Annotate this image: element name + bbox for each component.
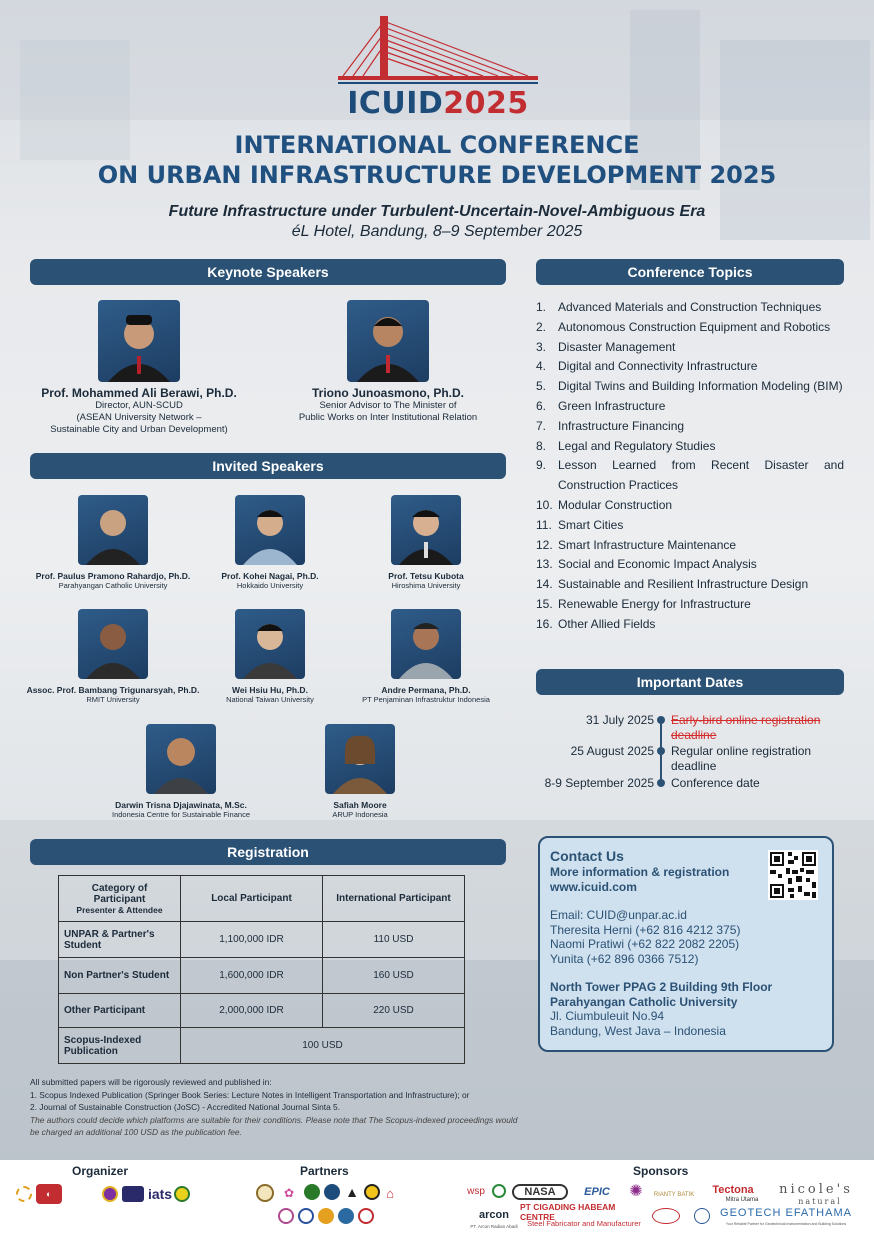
- logo-text-icuid: ICUID: [347, 86, 444, 121]
- topic-number: 2.: [536, 319, 547, 334]
- partner-logo-icon: ▲: [345, 1184, 359, 1200]
- invited-speaker: [286, 724, 434, 820]
- conference-venue: éL Hotel, Bandung, 8–9 September 2025: [291, 223, 583, 240]
- topic-number: 12.: [536, 537, 553, 552]
- title-line-1: INTERNATIONAL CONFERENCE: [234, 131, 640, 159]
- date-event: Regular online registration deadline: [671, 744, 812, 773]
- footer-logos: [0, 1160, 874, 1240]
- iats-logo-text: iats: [147, 1186, 173, 1202]
- table-cell: 1,600,000 IDR: [181, 958, 323, 994]
- contact-box: [538, 836, 834, 1052]
- topic-text: Autonomous Construction Equipment and Robotics: [558, 319, 831, 334]
- topic-text: Digital Twins and Building Information Modeling (BIM): [558, 379, 843, 394]
- sponsor-logo-icon: [694, 1208, 710, 1224]
- speaker-affiliation: PT Penjaminan Infrastruktur Indonesia: [362, 695, 490, 704]
- tagline: [0, 202, 874, 242]
- table-cell: 1,100,000 IDR: [181, 922, 323, 958]
- sponsor-arcon-sub: PT. Arcon Radian Abadi: [470, 1223, 518, 1229]
- speaker-affiliation: National Taiwan University: [226, 695, 314, 704]
- partner-logo-icon: [256, 1184, 274, 1202]
- sponsor-nicoles-logo: nicole's: [779, 1181, 853, 1197]
- topic-text: Smart Infrastructure Maintenance: [558, 537, 737, 552]
- note-line: All submitted papers will be rigorously reviewed and published in:: [30, 1077, 272, 1087]
- invited-speaker: [346, 495, 506, 591]
- speaker-photo: [325, 724, 395, 794]
- header-category-sub: Presenter & Attendee: [76, 904, 163, 915]
- table-cell-category: Scopus-Indexed Publication: [59, 1028, 181, 1064]
- timeline-dot: [657, 747, 665, 755]
- topic-text: Other Allied Fields: [558, 616, 656, 631]
- topic-item: [536, 496, 844, 516]
- topic-item: [536, 318, 844, 338]
- dates-heading: Important Dates: [536, 669, 844, 695]
- speaker-photo: [235, 495, 305, 565]
- organizer-logo-icon: [16, 1186, 32, 1202]
- person-icon: [235, 495, 305, 565]
- invited-speaker: [190, 495, 350, 591]
- partner-logo-icon: [338, 1208, 354, 1224]
- contact-phone: Yunita (+62 896 0366 7512): [550, 951, 699, 966]
- contact-address: Jl. Ciumbuleuit No.94: [550, 1009, 665, 1023]
- note-line: 2. Journal of Sustainable Construction (JoSC) - Accredited National Journal Sinta 5.: [30, 1102, 341, 1113]
- keynote-heading: Keynote Speakers: [30, 259, 506, 285]
- topic-number: 6.: [536, 398, 547, 413]
- topic-item: [536, 437, 844, 457]
- contact-email[interactable]: Email: CUID@unpar.ac.id: [550, 908, 687, 922]
- table-cell: 2,000,000 IDR: [181, 994, 323, 1028]
- note-line: 1. Scopus Indexed Publication (Springer Book Series: Lecture Notes in Intelligent Transportation and Infrastructure); or: [30, 1089, 470, 1100]
- speaker-affiliation: Sustainable City and Urban Development): [50, 424, 228, 435]
- person-icon: [347, 300, 429, 382]
- organizer-seal-icon: [174, 1186, 190, 1202]
- contact-heading: Contact Us: [550, 848, 624, 864]
- date-label: 25 August 2025: [570, 744, 654, 758]
- partner-logo-icon: ⌂: [386, 1185, 394, 1201]
- date-label: 8-9 September 2025: [544, 776, 654, 790]
- topic-item: [536, 357, 844, 377]
- topic-item: [536, 555, 844, 575]
- speaker-photo: [78, 495, 148, 565]
- unpar-logo-icon: [102, 1186, 118, 1202]
- registration-heading: Registration: [30, 839, 506, 865]
- invited-speaker: [190, 609, 350, 705]
- table-cell: 110 USD: [323, 922, 465, 958]
- partner-logo-icon: [304, 1184, 320, 1200]
- topic-item: [536, 516, 844, 536]
- date-event: Conference date: [671, 776, 760, 790]
- topic-number: 13.: [536, 557, 553, 572]
- speaker-affiliation: Hokkaido University: [236, 581, 304, 590]
- topic-text: Smart Cities: [558, 517, 624, 532]
- table-cell: 100 USD: [181, 1028, 465, 1064]
- topic-text: Green Infrastructure: [558, 398, 666, 413]
- conference-logo: [338, 14, 538, 120]
- topic-item: [536, 615, 844, 635]
- bridge-logo-icon: [338, 14, 538, 90]
- person-icon: [325, 724, 395, 794]
- title-line-2: ON URBAN INFRASTRUCTURE DEVELOPMENT 2025: [97, 161, 777, 189]
- partner-logo-icon: [298, 1208, 314, 1224]
- table-cell-category: UNPAR & Partner's Student: [59, 922, 181, 958]
- speaker-name: Wei Hsiu Hu, Ph.D.: [232, 685, 308, 695]
- cuid-logo-icon: ◐: [36, 1184, 62, 1204]
- speaker-name: Prof. Mohammed Ali Berawi, Ph.D.: [41, 386, 237, 400]
- header-category: Category of Participant: [91, 882, 148, 905]
- partner-logo-icon: ✿: [283, 1186, 295, 1200]
- topic-number: 8.: [536, 438, 547, 453]
- sponsor-logo-icon: ✺: [629, 1183, 643, 1200]
- speaker-photo: [235, 609, 305, 679]
- topic-item: [536, 456, 844, 496]
- iats-symbol-icon: [122, 1186, 144, 1202]
- partners-label: Partners: [300, 1164, 349, 1178]
- invited-speaker: [96, 724, 266, 820]
- topic-item: [536, 595, 844, 615]
- speaker-photo: [146, 724, 216, 794]
- topic-text: Digital and Connectivity Infrastructure: [558, 359, 758, 374]
- conference-title: [0, 130, 874, 190]
- partner-logo-icon: [358, 1208, 374, 1224]
- qr-code-icon[interactable]: [768, 850, 818, 900]
- topic-text: Lesson Learned from Recent Disaster and Construction Practices: [558, 458, 844, 493]
- speaker-affiliation: (ASEAN University Network –: [76, 412, 202, 423]
- partner-logo-icon: [324, 1184, 340, 1200]
- speaker-name: Prof. Tetsu Kubota: [388, 571, 464, 581]
- topic-item: [536, 575, 844, 595]
- speaker-photo: [78, 609, 148, 679]
- sponsor-nasa-logo: NASA: [512, 1184, 568, 1200]
- contact-address: Parahyangan Catholic University: [550, 994, 738, 1009]
- topic-number: 11.: [536, 517, 552, 532]
- table-cell: 160 USD: [323, 958, 465, 994]
- table-header-row: [59, 876, 465, 922]
- speaker-name: Triono Junoasmono, Ph.D.: [311, 386, 464, 400]
- person-icon: [78, 609, 148, 679]
- table-header: International Participant: [323, 876, 465, 922]
- speaker-name: Andre Permana, Ph.D.: [381, 685, 471, 695]
- invited-speaker: [26, 609, 200, 705]
- keynote-speaker-2: [280, 300, 496, 424]
- contact-phone: Theresita Herni (+62 816 4212 375): [550, 922, 741, 937]
- person-icon: [391, 495, 461, 565]
- contact-phone: Naomi Pratiwi (+62 822 2082 2205): [550, 937, 740, 951]
- timeline-dot: [657, 779, 665, 787]
- contact-more-info: More information & registration: [550, 865, 730, 879]
- speaker-affiliation: Hiroshima University: [391, 581, 461, 590]
- topics-heading: Conference Topics: [536, 259, 844, 285]
- partner-logo-icon: [364, 1184, 380, 1200]
- topic-item: [536, 536, 844, 556]
- person-icon: [98, 300, 180, 382]
- topic-item: [536, 298, 844, 318]
- speaker-photo: [391, 495, 461, 565]
- topic-text: Social and Economic Impact Analysis: [558, 557, 757, 572]
- speaker-name: Darwin Trisna Djajawinata, M.Sc.: [115, 800, 247, 810]
- speaker-affiliation: RMIT University: [86, 695, 140, 704]
- sponsors-label: Sponsors: [633, 1164, 689, 1178]
- speaker-name: Prof. Paulus Pramono Rahardjo, Ph.D.: [35, 571, 191, 581]
- topic-number: 9.: [536, 458, 547, 473]
- speaker-photo: [347, 300, 429, 382]
- timeline-dot: [657, 716, 665, 724]
- contact-address: North Tower PPAG 2 Building 9th Floor: [550, 980, 773, 994]
- topic-text: Disaster Management: [558, 339, 676, 354]
- invited-heading: Invited Speakers: [30, 453, 506, 479]
- table-row: [59, 994, 465, 1028]
- speaker-affiliation: Senior Advisor to The Minister of: [319, 400, 457, 411]
- sponsor-tectona-sub: Mitra Utama: [725, 1197, 759, 1203]
- topic-number: 5.: [536, 379, 547, 394]
- speaker-affiliation: ARUP Indonesia: [332, 810, 388, 819]
- topic-text: Legal and Regulatory Studies: [558, 438, 716, 453]
- logo-text-year: 2025: [443, 86, 529, 121]
- registration-table: [58, 875, 465, 1064]
- table-cell-category: Non Partner's Student: [59, 958, 181, 994]
- sponsor-arcon-logo: arcon: [479, 1209, 509, 1221]
- partner-logo-icon: [318, 1208, 334, 1224]
- sponsor-geotech-logo: GEOTECH EFATHAMA: [720, 1207, 852, 1219]
- invited-speaker: [26, 495, 200, 591]
- logo-wordmark: [338, 86, 538, 121]
- topic-item: [536, 397, 844, 417]
- table-cell-category: Other Participant: [59, 994, 181, 1028]
- sponsor-tectona-logo: Tectona: [712, 1184, 754, 1196]
- invited-speaker: [346, 609, 506, 705]
- partner-logo-icon: [278, 1208, 294, 1224]
- keynote-speaker-1: [30, 300, 248, 436]
- topic-text: Sustainable and Resilient Infrastructure Design: [558, 577, 809, 592]
- date-label: 31 July 2025: [585, 713, 654, 727]
- sponsor-logo-icon: [492, 1184, 506, 1198]
- table-header: Local Participant: [181, 876, 323, 922]
- speaker-photo: [391, 609, 461, 679]
- table-cell: 220 USD: [323, 994, 465, 1028]
- organizer-label: Organizer: [72, 1164, 129, 1178]
- sponsor-wsp-logo: wsp: [467, 1185, 485, 1197]
- cuid-caption-icon: [64, 1187, 98, 1201]
- topic-number: 14.: [536, 577, 553, 592]
- date-event: Early-bird online registration deadline: [671, 713, 821, 742]
- topic-text: Infrastructure Financing: [558, 418, 685, 433]
- person-icon: [146, 724, 216, 794]
- table-row: [59, 1028, 465, 1064]
- person-icon: [78, 495, 148, 565]
- sponsor-habeam-sub: Steel Fabricator and Manufacturer: [527, 1218, 641, 1228]
- table-header: [59, 876, 181, 922]
- speaker-photo: [98, 300, 180, 382]
- topic-item: [536, 417, 844, 437]
- contact-website-link[interactable]: www.icuid.com: [550, 879, 637, 894]
- note-line: The authors could decide which platforms are suitable for their conditions. Please note that The Scopus-indexed proceedings would be charged an additional 100 USD as the publication fee.: [30, 1114, 518, 1138]
- table-row: [59, 922, 465, 958]
- publication-notes: [30, 1076, 520, 1139]
- sponsor-rianty-logo: RIANTY BATIK: [653, 1192, 695, 1198]
- topics-list: [536, 298, 844, 635]
- speaker-name: Assoc. Prof. Bambang Trigunarsyah, Ph.D.: [26, 685, 200, 695]
- speaker-name: Safiah Moore: [333, 800, 387, 810]
- topic-item: [536, 377, 844, 397]
- sponsor-geotech-sub: Your Reliable Partner for Geotechnical Instrumentation and Building Solutions: [725, 1222, 847, 1226]
- conference-theme: Future Infrastructure under Turbulent-Uncertain-Novel-Ambiguous Era: [168, 203, 706, 220]
- speaker-affiliation: Parahyangan Catholic University: [58, 581, 168, 590]
- sponsor-logo-icon: [652, 1208, 680, 1224]
- topic-text: Advanced Materials and Construction Techniques: [558, 300, 822, 314]
- speaker-affiliation: Director, AUN-SCUD: [95, 400, 183, 411]
- speaker-name: Prof. Kohei Nagai, Ph.D.: [221, 571, 319, 581]
- speaker-affiliation: Public Works on Inter Institutional Relation: [298, 412, 478, 423]
- sponsor-nicoles-sub: natural: [798, 1196, 842, 1206]
- topic-number: 16.: [536, 616, 553, 631]
- topic-number: 7.: [536, 418, 547, 433]
- sponsor-habeam-logo: PT CIGADING HABEAM CENTRE: [520, 1202, 616, 1222]
- topic-number: 1.: [536, 300, 547, 314]
- topic-item: [536, 338, 844, 358]
- topic-text: Renewable Energy for Infrastructure: [558, 596, 751, 611]
- topic-number: 3.: [536, 339, 547, 354]
- topic-number: 15.: [536, 596, 553, 611]
- topic-number: 4.: [536, 359, 547, 374]
- sponsor-epic-logo: EPIC: [584, 1186, 610, 1198]
- table-row: [59, 958, 465, 994]
- person-icon: [391, 609, 461, 679]
- speaker-affiliation: Indonesia Centre for Sustainable Finance: [111, 810, 250, 819]
- topic-text: Modular Construction: [558, 497, 673, 512]
- contact-address: Bandung, West Java – Indonesia: [550, 1023, 726, 1038]
- person-icon: [235, 609, 305, 679]
- topic-number: 10.: [536, 497, 553, 512]
